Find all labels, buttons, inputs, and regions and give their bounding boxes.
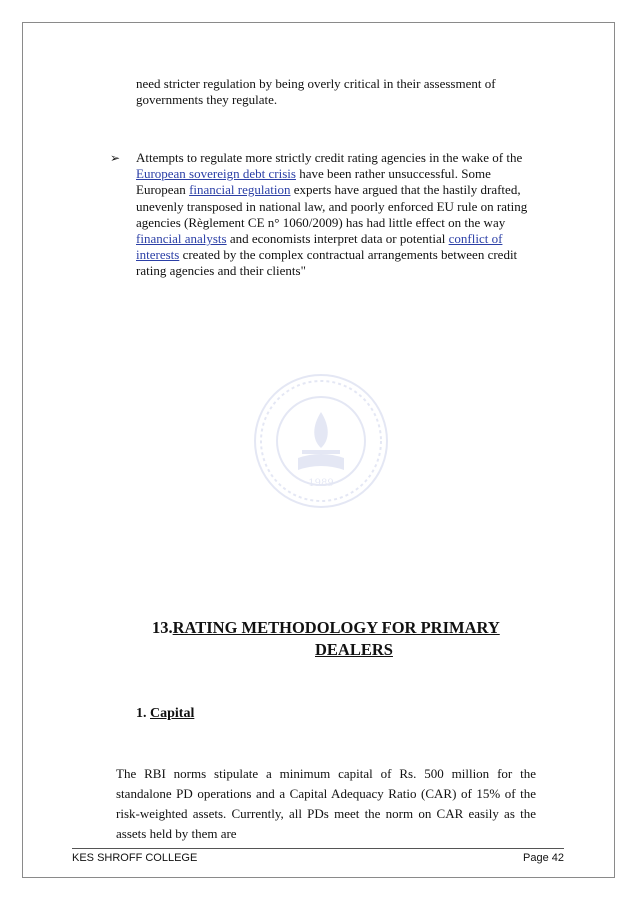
section-number: 13. — [152, 618, 173, 637]
section-title-line-2: DEALERS — [315, 640, 393, 659]
bullet-text-part-5: created by the complex contractual arrangements between credit rating agencies and their clients" — [136, 247, 518, 279]
bullet-text-part-4: and economists interpret data or potential — [226, 231, 449, 247]
intro-line-2: governments they regulate. — [136, 92, 278, 108]
link-european-sovereign-debt-crisis[interactable]: European sovereign debt crisis — [136, 166, 296, 182]
subsection-heading — [136, 705, 194, 723]
link-financial-regulation[interactable]: financial regulation — [189, 182, 291, 198]
intro-text — [136, 76, 521, 108]
section-title-line-1: RATING METHODOLOGY FOR PRIMARY — [172, 618, 500, 637]
link-conflict-of-interests[interactable]: conflict of interests — [136, 231, 503, 263]
subsection-title: Capital — [150, 706, 195, 721]
bullet-text — [136, 150, 531, 280]
bullet-text-part-3: experts have argued that the hastily drafted, unevenly transposed in national law, and poorly enforced EU rule on rating agencies (Règlement CE n° 1060/2009) has had little effect on the way — [136, 182, 528, 230]
capital-paragraph: The RBI norms stipulate a minimum capital of Rs. 500 million for the standalone PD operations and a Capital Adequacy Ratio (CAR) of 15% of the risk-weighted assets. Currently, all PDs meet the norm on CAR easily as the assets held by them are — [116, 766, 536, 841]
arrow-bullet-icon: ➢ — [110, 151, 121, 165]
footer-divider — [72, 848, 564, 849]
section-heading — [152, 617, 542, 661]
svg-text:1989: 1989 — [308, 478, 334, 489]
bullet-text-part-1: Attempts to regulate more strictly credit rating agencies in the wake of the — [136, 150, 523, 165]
link-financial-analysts[interactable]: financial analysts — [136, 231, 227, 247]
subsection-number: 1. — [136, 706, 147, 721]
bullet-text-part-2: have been rather unsuccessful. Some European — [136, 166, 491, 198]
footer-college-name: KES SHROFF COLLEGE — [72, 852, 198, 864]
intro-line-1: need stricter regulation by being overly critical in their assessment of — [136, 76, 496, 91]
college-seal-watermark — [250, 370, 392, 512]
footer-page-number: Page 42 — [523, 852, 564, 864]
